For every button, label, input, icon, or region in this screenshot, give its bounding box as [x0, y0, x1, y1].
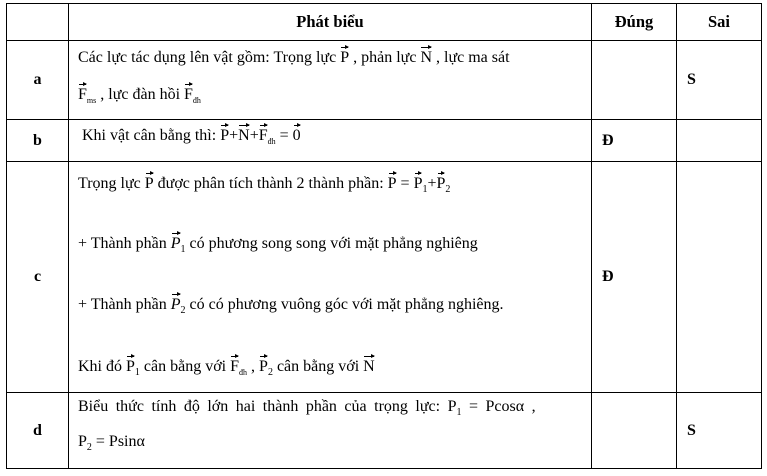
false-mark-c [677, 162, 761, 392]
vector-symbol: P [259, 358, 268, 375]
statement-c-line-4: Khi đó $P_1$ cân bằng với $F_{đh}$ , $P_2$ cân bằng với N [78, 358, 375, 378]
vector-symbol: P [220, 127, 230, 144]
math-symbol: P [447, 398, 457, 415]
statement-b-line-1: Khi vật cân bằng thì: $P+N+F_{đh} = 0$ [82, 127, 301, 146]
vector-symbol: P [340, 49, 350, 66]
vector-symbol: P [170, 235, 181, 252]
vector-symbol: F [230, 358, 240, 375]
false-mark-b [677, 120, 761, 161]
vector-symbol: F [184, 86, 193, 103]
vector-symbol: P [144, 175, 154, 192]
row-label-c: c [33, 268, 42, 285]
row-label-d: d [33, 421, 42, 439]
col-divider-label [68, 3, 69, 469]
statement-a-line-2: $F_{ms}$ , lực đàn hồi $F_{đh}$ [78, 86, 201, 105]
vector-symbol: P [436, 175, 446, 192]
row-label-b: b [33, 131, 42, 149]
vector-symbol: F [78, 86, 87, 103]
true-mark-b: Đ [602, 131, 614, 149]
table-border-right [761, 3, 762, 469]
vector-symbol: F [258, 127, 268, 144]
header-false: Sai [707, 12, 730, 31]
statement-c-line-2: + Thành phần $P_1$ có phương song song với mặt phẳng nghiêng [78, 235, 478, 255]
vector-symbol: N [420, 49, 432, 66]
header-statement: Phát biểu [296, 12, 364, 31]
vector-symbol: N [363, 358, 375, 375]
true-mark-a [592, 41, 676, 119]
vector-symbol: N [238, 127, 250, 144]
statement-c-line-3: + Thành phần $P_2$ có có phương vuông góc với mặt phẳng nghiêng. [78, 296, 504, 316]
table-border-bottom [6, 468, 762, 469]
vector-symbol: P [413, 175, 423, 192]
statement-d-line-2: $P_2 = Psin\alpha$ [78, 433, 145, 453]
vector-symbol: P [387, 175, 397, 192]
row-label-a: a [33, 71, 42, 88]
header-label-col [7, 4, 68, 40]
vector-symbol: P [170, 296, 181, 313]
statement-d-line-1: Biểu thức tính độ lớn hai thành phần của trọng lực: $P_1 = Pcos\alpha$ , [78, 398, 536, 418]
statement-a-line-1: Các lực tác dụng lên vật gồm: Trọng lực P , phản lực N , lực ma sát [78, 49, 510, 66]
math-symbol: P [78, 433, 87, 450]
true-mark-c: Đ [602, 268, 614, 285]
true-mark-d [592, 393, 676, 468]
false-mark-d: S [687, 421, 696, 439]
false-mark-a: S [687, 71, 696, 88]
vector-symbol: 0 [292, 127, 301, 144]
header-true: Đúng [614, 12, 654, 31]
vector-symbol: P [126, 358, 135, 375]
statement-c-line-1: Trọng lực P được phân tích thành 2 thành phần: $P = P_1+P_2$ [78, 175, 451, 195]
